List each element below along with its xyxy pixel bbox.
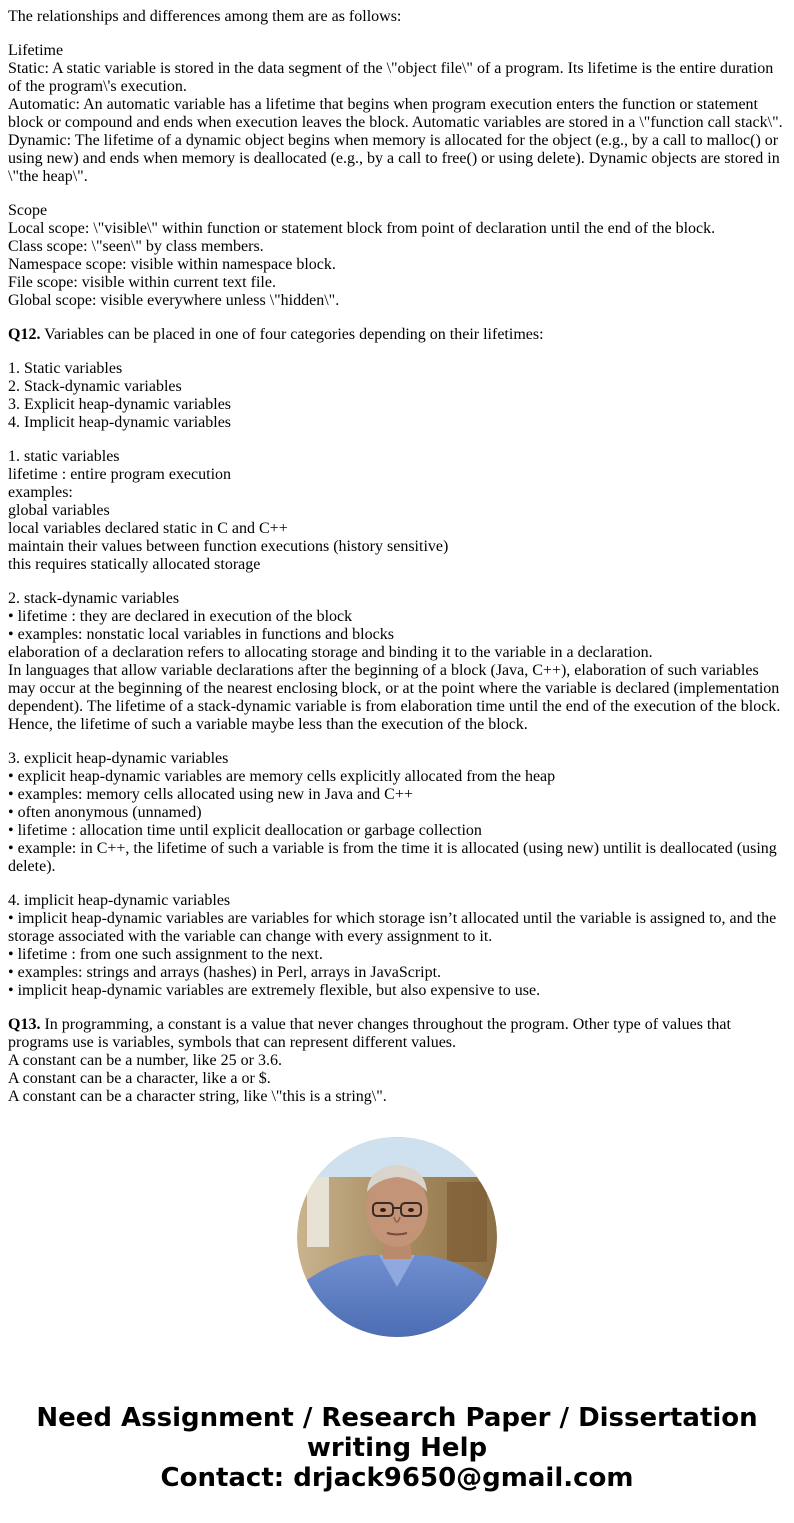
- scope-namespace: Namespace scope: visible within namespace block.: [8, 256, 336, 273]
- category-item: 4. Implicit heap-dynamic variables: [8, 414, 232, 431]
- explicit-line: • lifetime : allocation time until explicit deallocation or garbage collection: [8, 822, 482, 839]
- explicit-line: • often anonymous (unnamed): [8, 804, 202, 821]
- static-line: this requires statically allocated storage: [8, 556, 261, 573]
- implicit-line: • lifetime : from one such assignment to the next.: [8, 946, 323, 963]
- promo-banner: [0, 1403, 794, 1493]
- implicit-line: 4. implicit heap-dynamic variables: [8, 892, 231, 909]
- stack-line: • lifetime : they are declared in execution of the block: [8, 608, 353, 625]
- stack-dynamic-section: [8, 590, 786, 734]
- lifetime-heading: Lifetime: [8, 42, 64, 59]
- q13-label: Q13.: [8, 1016, 41, 1033]
- q13-line: A constant can be a character string, like \"this is a string\".: [8, 1088, 387, 1105]
- promo-contact[interactable]: Contact: drjack9650@gmail.com: [160, 1463, 634, 1493]
- author-avatar: [297, 1137, 497, 1337]
- stack-line: elaboration of a declaration refers to allocating storage and binding it to the variable in a declaration.: [8, 644, 653, 661]
- intro-text: The relationships and differences among them are as follows:: [8, 8, 402, 25]
- static-line: global variables: [8, 502, 110, 519]
- category-item: 2. Stack-dynamic variables: [8, 378, 182, 395]
- explicit-line: • example: in C++, the lifetime of such a variable is from the time it is allocated (using new) untilit is deallocated (using delete).: [8, 840, 777, 875]
- static-variables-section: [8, 448, 786, 574]
- category-item: 3. Explicit heap-dynamic variables: [8, 396, 232, 413]
- implicit-line: • implicit heap-dynamic variables are variables for which storage isn’t allocated until the variable is assigned to, and the storage associated with the variable can change with every assignment to it.: [8, 910, 777, 945]
- static-line: examples:: [8, 484, 73, 501]
- stack-line: In languages that allow variable declarations after the beginning of a block (Java, C++), elaboration of such variables may occur at the beginning of the nearest enclosing block, or at the point where the variable is declared (implementation dependent). The lifetime of a stack-dynamic variable is from elaboration time until the end of the execution of the block. Hence, the lifetime of such a variable maybe less than the execution of the block.: [8, 662, 781, 733]
- stack-line: • examples: nonstatic local variables in functions and blocks: [8, 626, 394, 643]
- scope-class: Class scope: \"seen\" by class members.: [8, 238, 264, 255]
- scope-section: [8, 202, 786, 310]
- lifetime-dynamic: Dynamic: The lifetime of a dynamic object begins when memory is allocated for the object (e.g., by a call to malloc() or using new) and ends when memory is deallocated (e.g., by a call to free() or using delete). Dynamic objects are stored in \"the heap\".: [8, 132, 780, 185]
- explicit-line: • explicit heap-dynamic variables are memory cells explicitly allocated from the heap: [8, 768, 556, 785]
- q13-line: A constant can be a character, like a or $.: [8, 1070, 271, 1087]
- static-line: 1. static variables: [8, 448, 120, 465]
- implicit-line: • examples: strings and arrays (hashes) in Perl, arrays in JavaScript.: [8, 964, 442, 981]
- scope-file: File scope: visible within current text file.: [8, 274, 276, 291]
- explicit-line: • examples: memory cells allocated using new in Java and C++: [8, 786, 413, 803]
- scope-global: Global scope: visible everywhere unless \"hidden\".: [8, 292, 340, 309]
- category-item: 1. Static variables: [8, 360, 123, 377]
- intro-paragraph: [8, 8, 786, 26]
- scope-local: Local scope: \"visible\" within function or statement block from point of declaration until the end of the block.: [8, 220, 716, 237]
- q12-text: Variables can be placed in one of four categories depending on their lifetimes:: [40, 326, 544, 343]
- scope-heading: Scope: [8, 202, 48, 219]
- lifetime-automatic: Automatic: An automatic variable has a lifetime that begins when program execution enters the function or statement block or compound and ends when execution leaves the block. Automatic variables are stored in a \"function call stack\".: [8, 96, 783, 131]
- static-line: local variables declared static in C and C++: [8, 520, 288, 537]
- q13-line: A constant can be a number, like 25 or 3.6.: [8, 1052, 282, 1069]
- q12-categories: [8, 360, 786, 432]
- promo-line: Need Assignment / Research Paper / Dissertation: [36, 1403, 758, 1433]
- lifetime-section: [8, 42, 786, 186]
- author-avatar-container: [0, 1137, 794, 1337]
- q13-section: [8, 1016, 786, 1106]
- promo-line: writing Help: [306, 1433, 488, 1463]
- implicit-line: • implicit heap-dynamic variables are extremely flexible, but also expensive to use.: [8, 982, 541, 999]
- q12-label: Q12.: [8, 326, 41, 343]
- explicit-heap-section: [8, 750, 786, 876]
- static-line: maintain their values between function executions (history sensitive): [8, 538, 449, 555]
- q12-question: [8, 326, 786, 344]
- q13-text: In programming, a constant is a value that never changes throughout the program. Other type of values that programs use is variables, symbols that can represent different values.: [8, 1016, 731, 1051]
- static-line: lifetime : entire program execution: [8, 466, 232, 483]
- stack-line: 2. stack-dynamic variables: [8, 590, 180, 607]
- lifetime-static: Static: A static variable is stored in the data segment of the \"object file\" of a program. Its lifetime is the entire duration of the program\'s execution.: [8, 60, 774, 95]
- implicit-heap-section: [8, 892, 786, 1000]
- explicit-line: 3. explicit heap-dynamic variables: [8, 750, 229, 767]
